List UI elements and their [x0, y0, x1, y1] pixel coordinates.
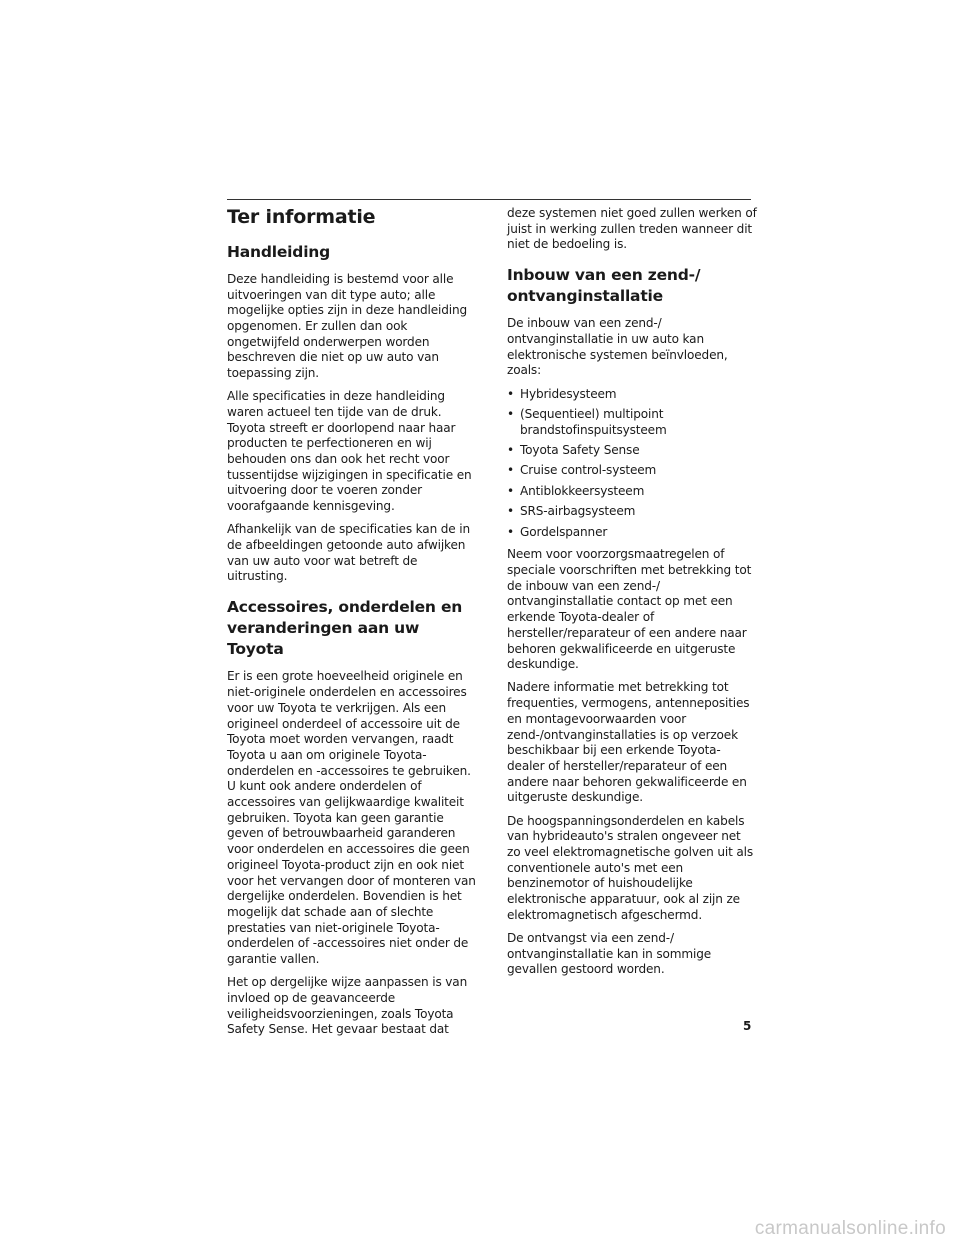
- bullet-icon: •: [507, 443, 514, 458]
- bullet-icon: •: [507, 504, 514, 519]
- paragraph: Neem voor voorzorgsmaatregelen of speciale voorschriften met betrekking tot de inbouw van een zend-/ ontvanginstallatie contact op met een erkende Toyota-dealer of hersteller/reparateur of een andere naar behoren gekwalificeerde en uitgeruste deskundige.: [507, 547, 752, 672]
- bullet-icon: •: [507, 463, 514, 478]
- top-rule: [227, 199, 751, 200]
- page-title: Ter informatie: [227, 206, 376, 228]
- paragraph: De hoogspanningsonderdelen en kabels van hybrideauto's stralen ongeveer net zo veel elektromagnetische golven uit als conventionele auto's met een benzinemotor of huishoudelijke elektronische apparatuur, ook al zijn ze elektromagnetisch afgeschermd.: [507, 813, 753, 922]
- list-item: [507, 463, 757, 479]
- paragraph: deze systemen niet goed zullen werken of juist in werking zullen treden wanneer dit niet de bedoeling is.: [507, 206, 757, 252]
- paragraph: Alle specificaties in deze handleiding waren actueel ten tijde van de druk. Toyota streeft er doorlopend naar haar producten te perfectioneren en wij behouden ons dan ook het recht voor tussentijdse wijzigingen in specificatie en uitvoering door te voeren zonder voorafgaande kennisgeving.: [227, 389, 472, 514]
- right-column: [507, 206, 757, 986]
- systems-list: [507, 387, 757, 541]
- paragraph: De ontvangst via een zend-/ ontvanginstallatie kan in sommige gevallen gestoord worden.: [507, 931, 712, 977]
- paragraph: Nadere informatie met betrekking tot frequenties, vermogens, antenneposities en montagevoorwaarden voor zend-/ontvanginstallaties is op verzoek beschikbaar bij een erkende Toyota-dealer of hersteller/reparateur of een andere naar behoren gekwalificeerde en uitgeruste deskundige.: [507, 680, 750, 805]
- list-item: [507, 407, 757, 438]
- list-item-text: Toyota Safety Sense: [520, 443, 640, 458]
- bullet-icon: •: [507, 483, 514, 498]
- paragraph: Het op dergelijke wijze aanpassen is van invloed op de geavanceerde veiligheidsvoorzieningen, zoals Toyota Safety Sense. Het gevaar bestaat dat: [227, 975, 468, 1037]
- bullet-icon: •: [507, 386, 514, 401]
- heading-inbouw: Inbouw van een zend-/ ontvanginstallatie: [507, 266, 701, 306]
- left-column: [227, 206, 477, 1046]
- paragraph: De inbouw van een zend-/ ontvanginstallatie in uw auto kan elektronische systemen beïnvloeden, zoals:: [507, 316, 728, 378]
- list-item-text: (Sequentieel) multipoint brandstofinspuitsysteem: [520, 406, 667, 437]
- list-item: [507, 443, 757, 459]
- page-number: 5: [743, 1019, 752, 1033]
- paragraph: Afhankelijk van de specificaties kan de in de afbeeldingen getoonde auto afwijken van uw auto voor wat betreft de uitrusting.: [227, 522, 471, 584]
- list-item-text: Gordelspanner: [520, 524, 608, 539]
- bullet-icon: •: [507, 524, 514, 539]
- list-item-text: Cruise control-systeem: [520, 463, 657, 478]
- paragraph: Er is een grote hoeveelheid originele en niet-originele onderdelen en accessoires voor uw Toyota te verkrijgen. Als een origineel onderdeel of accessoire uit de Toyota moet worden vervangen, raadt Toyota u aan om originele Toyota-onderdelen en -accessoires te gebruiken. U kunt ook andere onderdelen of accessoires van gelijkwaardige kwaliteit gebruiken. Toyota kan geen garantie geven of betrouwbaarheid garanderen voor onderdelen en accessoires die geen origineel Toyota-product zijn en ook niet voor het vervangen door of monteren van dergelijke onderdelen. Bovendien is het mogelijk dat schade aan of slechte prestaties van niet-originele Toyota-onderdelen of -accessoires niet onder de garantie vallen.: [227, 669, 476, 967]
- bullet-icon: •: [507, 406, 514, 421]
- list-item: [507, 504, 757, 520]
- list-item-text: SRS-airbagsysteem: [520, 504, 636, 519]
- list-item-text: Antiblokkeersysteem: [520, 483, 645, 498]
- paragraph: Deze handleiding is bestemd voor alle uitvoeringen van dit type auto; alle mogelijke opties zijn in deze handleiding opgenomen. Er zullen dan ook ongetwijfeld onderwerpen worden beschreven die niet op uw auto van toepassing zijn.: [227, 271, 468, 381]
- list-item: [507, 484, 757, 500]
- watermark: carmanualsonline.info: [754, 1218, 946, 1239]
- list-item: [507, 525, 757, 541]
- heading-handleiding: Handleiding: [227, 242, 331, 261]
- list-item-text: Hybridesysteem: [520, 386, 617, 401]
- list-item: [507, 387, 757, 403]
- heading-accessoires: Accessoires, onderdelen en veranderingen aan uw Toyota: [227, 598, 463, 659]
